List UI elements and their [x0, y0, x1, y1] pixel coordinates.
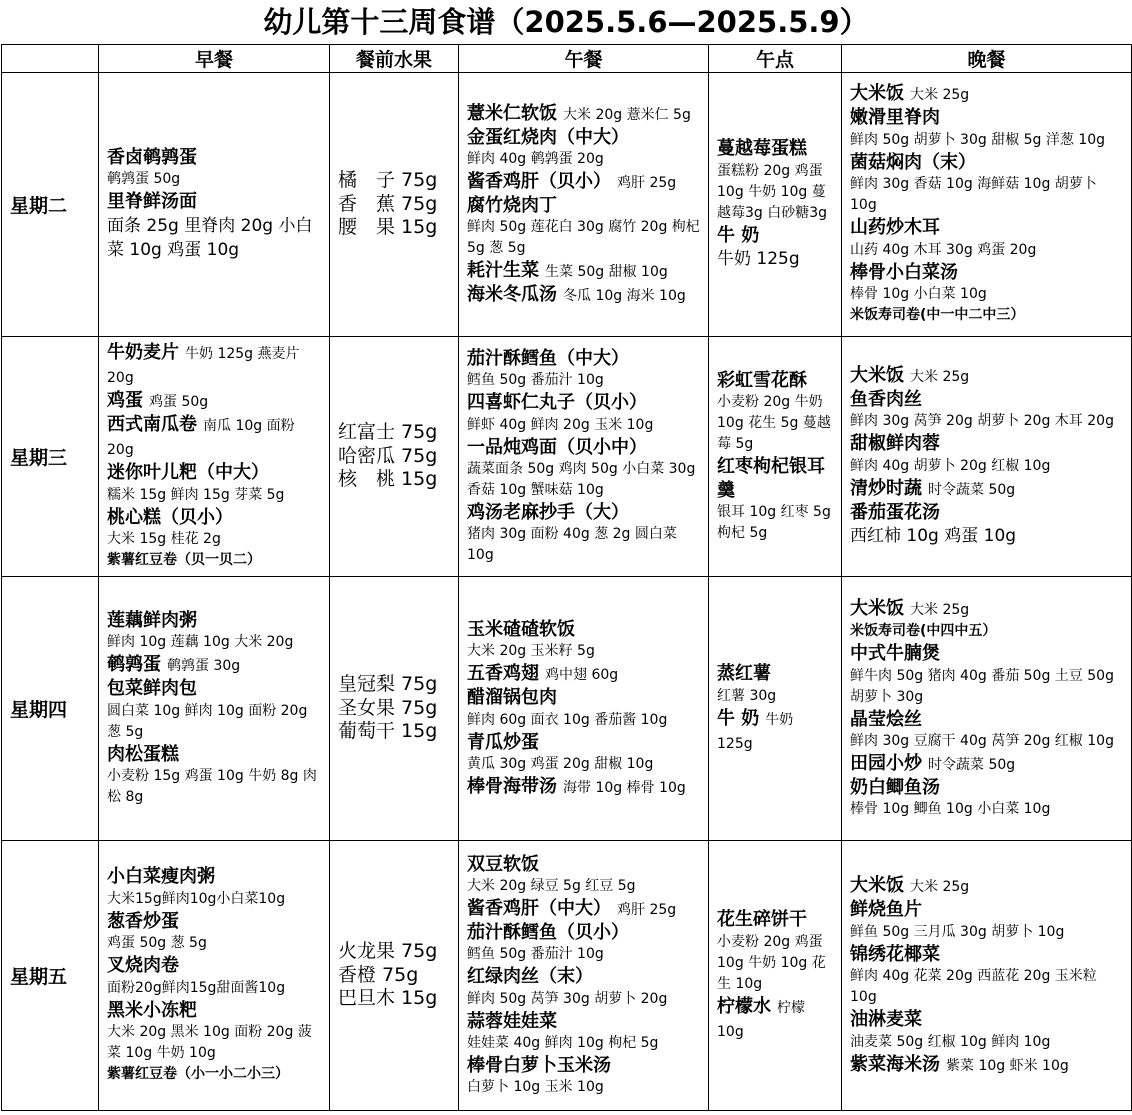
dish-line	[467, 897, 700, 921]
dish-ingredients: 时令蔬菜 50g	[928, 481, 1016, 498]
note-line: 米饭寿司卷(中一中二中三）	[850, 306, 1025, 323]
dish-name: 酱香鸡肝（贝小）	[467, 171, 611, 192]
dish-name: 奶白鲫鱼汤	[850, 777, 940, 799]
header-dinner: 晚餐	[842, 45, 1132, 73]
dish-line	[107, 461, 321, 484]
dish-line	[850, 708, 1123, 731]
ingredient-line: 小麦粉 15g 鸡蛋 10g 牛奶 8g 肉松 8g	[107, 768, 317, 806]
dish-name: 山药炒木耳	[850, 217, 940, 239]
dish-name: 薏米仁软饭	[467, 102, 557, 124]
dish-line	[717, 707, 833, 755]
lunch-cell	[459, 841, 709, 1111]
snack-cell	[709, 577, 842, 841]
dish-line	[850, 432, 1123, 455]
breakfast-cell	[99, 577, 330, 841]
menu-title: 幼儿第十三周食谱（2025.5.6—2025.5.9）	[263, 5, 869, 39]
dish-name: 番茄蛋花汤	[850, 501, 940, 523]
fruit-item: 哈密瓜 75g	[338, 444, 438, 467]
dish-line	[850, 216, 1123, 239]
header-breakfast: 早餐	[99, 45, 330, 73]
fruit-item: 火龙果 75g	[338, 939, 438, 962]
dish-name: 鸡蛋	[107, 390, 143, 412]
dish-line	[467, 1054, 700, 1077]
dish-name: 玉米碴碴软饭	[467, 618, 575, 640]
dish-name: 鸡汤老麻抄手（大）	[467, 501, 629, 523]
ingredient-line: 大米 20g 玉米籽 5g	[467, 643, 595, 660]
dish-line	[850, 776, 1123, 799]
dish-name: 蔓越莓蛋糕	[717, 138, 807, 160]
dish-ingredients: 时令蔬菜 50g	[928, 757, 1016, 774]
dish-name: 四喜虾仁丸子（贝小）	[467, 392, 647, 414]
dish-line	[850, 597, 1123, 621]
ingredient-line: 棒骨 10g 小白菜 10g	[850, 285, 987, 302]
ingredient-line: 山药 40g 木耳 30g 鸡蛋 20g	[850, 241, 1037, 258]
dish-name: 海米冬瓜汤	[467, 284, 557, 306]
dish-line	[107, 389, 321, 413]
ingredient-line: 大米 20g 黑米 10g 面粉 20g 菠菜 10g 牛奶 10g	[107, 1023, 312, 1061]
dish-line	[467, 391, 700, 414]
dish-line	[467, 853, 700, 876]
dish-name: 一品炖鸡面（贝小中）	[467, 436, 647, 458]
snack-cell	[709, 337, 842, 577]
dish-line	[107, 341, 321, 389]
dinner-cell	[842, 577, 1132, 841]
dish-name: 迷你叶儿粑（中大）	[107, 462, 269, 484]
dish-name: 蒜蓉娃娃菜	[467, 1010, 557, 1032]
dish-ingredients: 大米 25g	[910, 87, 970, 104]
fruit-item: 皇冠梨 75g	[338, 672, 438, 695]
dish-name: 包菜鲜肉包	[107, 678, 197, 700]
day-row	[2, 73, 1132, 337]
ingredient-line: 白萝卜 10g 玉米 10g	[467, 1079, 604, 1096]
ingredient-line: 鲜肉 10g 莲藕 10g 大米 20g	[107, 634, 294, 651]
dish-ingredients: 大米 20g 薏米仁 5g	[563, 106, 691, 123]
dish-ingredients: 南瓜 10g 面粉 20g	[107, 418, 295, 459]
dish-ingredients: 鸡肝 25g	[617, 175, 677, 191]
day-row	[2, 337, 1132, 577]
ingredient-line: 鳕鱼 50g 番茄汁 10g	[467, 946, 604, 963]
dish-name: 大米饭	[850, 875, 904, 897]
ingredient-line: 小麦粉 20g 鸡蛋 10g 牛奶 10g 花生 10g	[717, 933, 826, 992]
ingredient-line: 大米15g鲜肉10g小白菜10g	[107, 890, 286, 907]
ingredient-line: 鲜牛肉 50g 猪肉 40g 番茄 50g 土豆 50g 胡萝卜 30g	[850, 667, 1114, 705]
dish-line	[717, 224, 833, 247]
dish-ingredients: 牛奶 125g	[717, 711, 794, 752]
day-row	[2, 841, 1132, 1111]
dinner-cell	[842, 73, 1132, 337]
ingredient-line: 红薯 30g	[717, 687, 777, 704]
dish-line	[467, 102, 700, 126]
dish-name: 桃心糕（贝小）	[107, 506, 233, 528]
ingredient-line: 糯米 15g 鲜肉 15g 芽菜 5g	[107, 486, 285, 503]
dish-ingredients: 柠檬 10g	[717, 999, 805, 1040]
fruit-cell	[330, 73, 459, 337]
fruit-cell	[330, 337, 459, 577]
dish-ingredients: 大米 25g	[910, 601, 970, 618]
dish-name: 大米饭	[850, 83, 904, 105]
dish-name: 醋溜锅包肉	[467, 687, 557, 709]
dish-ingredients: 海带 10g 棒骨 10g	[563, 780, 686, 797]
ingredient-line: 鲜肉 40g 胡萝卜 20g 红椒 10g	[850, 457, 1051, 474]
dish-name: 肉松蛋糕	[107, 743, 179, 765]
day-label: 星期二	[2, 73, 99, 337]
dish-line	[107, 677, 321, 700]
dinner-cell	[842, 337, 1132, 577]
dish-line	[850, 943, 1123, 966]
lunch-cell	[459, 337, 709, 577]
dish-name: 黑米小冻粑	[107, 999, 197, 1021]
dish-line	[107, 999, 321, 1022]
dish-line	[850, 1008, 1123, 1031]
ingredient-line: 鳕鱼 50g 番茄汁 10g	[467, 372, 604, 389]
dish-line	[467, 965, 700, 988]
dish-line	[467, 618, 700, 641]
dish-line	[850, 151, 1123, 174]
ingredient-line: 鲜肉 30g 香菇 10g 海鲜菇 10g 胡萝卜 10g	[850, 176, 1097, 214]
ingredient-line: 猪肉 30g 面粉 40g 葱 2g 圆白菜 10g	[467, 526, 677, 564]
dish-line	[717, 137, 833, 160]
dish-name: 牛 奶	[717, 224, 760, 246]
dish-ingredients: 大米 25g	[910, 879, 970, 896]
dish-line	[467, 259, 700, 283]
dish-line	[107, 865, 321, 888]
dish-line	[717, 369, 833, 392]
dish-line	[850, 388, 1123, 411]
dish-ingredients: 鸡中翅 60g	[545, 667, 619, 684]
dish-line	[717, 455, 833, 502]
dish-line	[850, 261, 1123, 284]
ingredient-line: 鲜肉 40g 鹌鹑蛋 20g	[467, 151, 604, 167]
ingredient-line: 蛋糕粉 20g 鸡蛋 10g 牛奶 10g 蔓越莓3g 白砂糖3g	[717, 162, 828, 221]
dish-line	[850, 642, 1123, 665]
dish-line	[467, 921, 700, 944]
dish-name: 鲜烧鱼片	[850, 899, 922, 921]
fruit-item: 核 桃 15g	[338, 468, 438, 491]
snack-cell	[709, 73, 842, 337]
dish-name: 牛奶麦片	[107, 342, 179, 364]
note-line: 紫薯红豆卷（小一小二小三）	[107, 1065, 289, 1082]
dish-name: 嫩滑里脊肉	[850, 107, 940, 129]
header-day	[2, 45, 99, 73]
day-label: 星期五	[2, 841, 99, 1111]
dish-line	[850, 898, 1123, 921]
dish-line	[467, 347, 700, 370]
dish-ingredients: 鸡蛋 50g	[149, 394, 209, 411]
dish-line	[467, 775, 700, 799]
dish-line	[850, 501, 1123, 524]
ingredient-line: 大米 15g 桂花 2g	[107, 531, 221, 548]
dish-name: 晶莹烩丝	[850, 708, 922, 730]
ingredient-line: 牛奶 125g	[717, 249, 800, 270]
fruit-item: 葡萄干 15g	[338, 720, 438, 743]
dish-line	[107, 910, 321, 933]
dish-line	[467, 194, 700, 217]
fruit-cell	[330, 841, 459, 1111]
ingredient-line: 鲜肉 60g 面衣 10g 番茄酱 10g	[467, 711, 668, 728]
breakfast-cell	[99, 841, 330, 1111]
dish-name: 红枣枸杞银耳羹	[717, 456, 825, 501]
weekly-menu-table	[1, 44, 1132, 1111]
dish-name: 菌菇焖肉（末）	[850, 151, 976, 173]
breakfast-cell	[99, 73, 330, 337]
dinner-cell	[842, 841, 1132, 1111]
fruit-item: 巴旦木 15g	[338, 987, 438, 1010]
ingredient-line: 小麦粉 20g 牛奶 10g 花生 5g 蔓越莓 5g	[717, 394, 831, 453]
fruit-item: 红富士 75g	[338, 420, 438, 443]
dish-name: 葱香炒蛋	[107, 910, 179, 932]
dish-name: 莲藕鲜肉粥	[107, 609, 197, 631]
dish-line	[467, 686, 700, 709]
dish-ingredients: 大米 25g	[910, 369, 970, 386]
ingredient-line: 鲜肉 40g 花菜 20g 西蓝花 20g 玉米粒 10g	[850, 968, 1097, 1006]
dish-line	[717, 908, 833, 931]
dish-name: 锦绣花椰菜	[850, 943, 940, 965]
dish-name: 田园小炒	[850, 753, 922, 775]
dish-line	[107, 146, 321, 169]
ingredient-line: 黄瓜 30g 鸡蛋 20g 甜椒 10g	[467, 756, 654, 773]
dish-line	[467, 126, 700, 149]
ingredient-line: 鲜虾 40g 鲜肉 20g 玉米 10g	[467, 416, 654, 433]
dish-ingredients: 冬瓜 10g 海米 10g	[563, 288, 686, 305]
dish-name: 中式牛腩煲	[850, 643, 940, 665]
dish-line	[467, 1010, 700, 1033]
dish-name: 油淋麦菜	[850, 1009, 922, 1031]
dish-name: 棒骨白萝卜玉米汤	[467, 1055, 611, 1077]
note-line: 米饭寿司卷(中四中五）	[850, 622, 997, 639]
ingredient-line: 娃娃菜 40g 鲜肉 10g 枸杞 5g	[467, 1035, 659, 1052]
ingredient-line: 圆白菜 10g 鲜肉 10g 面粉 20g 葱 5g	[107, 702, 308, 740]
dish-line	[107, 954, 321, 977]
ingredient-line: 鲜肉 30g 莴笋 20g 胡萝卜 20g 木耳 20g	[850, 413, 1114, 430]
dish-line	[107, 743, 321, 766]
dish-line	[467, 283, 700, 307]
dish-ingredients: 鹌鹑蛋 30g	[167, 658, 241, 675]
ingredient-line: 油麦菜 50g 红椒 10g 鲜肉 10g	[850, 1033, 1051, 1050]
ingredient-line: 鲜肉 50g 莴笋 30g 胡萝卜 20g	[467, 990, 668, 1007]
dish-name: 酱香鸡肝（中大）	[467, 897, 611, 919]
dish-name: 双豆软饭	[467, 853, 539, 875]
fruit-item: 香 蕉 75g	[338, 192, 438, 215]
dish-name: 花生碎饼干	[717, 909, 807, 931]
ingredient-line: 鲜鱼 50g 三月瓜 30g 胡萝卜 10g	[850, 923, 1065, 940]
lunch-cell	[459, 73, 709, 337]
dish-name: 棒骨小白菜汤	[850, 261, 958, 283]
dish-line	[107, 653, 321, 677]
dish-line	[717, 662, 833, 685]
dish-name: 金蛋红烧肉（中大）	[467, 126, 629, 148]
fruit-item: 香橙 75g	[338, 963, 419, 986]
ingredient-line: 鸡蛋 50g 葱 5g	[107, 935, 207, 952]
dish-name: 鱼香肉丝	[850, 389, 922, 411]
dish-line	[850, 1053, 1123, 1077]
dish-ingredients: 牛奶 125g 燕麦片 20g	[107, 346, 300, 387]
dish-ingredients: 生菜 50g 甜椒 10g	[545, 264, 668, 281]
fruit-item: 橘 子 75g	[338, 168, 438, 191]
dish-name: 茄汁酥鳕鱼（中大）	[467, 347, 629, 369]
ingredient-line: 鲜肉 50g 莲花白 30g 腐竹 20g 枸杞 5g 葱 5g	[467, 219, 700, 257]
day-label: 星期三	[2, 337, 99, 577]
dish-line	[467, 501, 700, 524]
dish-name: 耗汁生菜	[467, 260, 539, 282]
ingredient-line: 银耳 10g 红枣 5g 枸杞 5g	[717, 504, 831, 542]
dish-line	[467, 662, 700, 686]
ingredient-line: 面粉20g鲜肉15g甜面酱10g	[107, 979, 286, 996]
header-fruit: 餐前水果	[330, 45, 459, 73]
dish-line	[107, 190, 321, 213]
dish-name: 茄汁酥鳕鱼（贝小）	[467, 921, 629, 943]
ingredient-line: 鲜肉 30g 豆腐干 40g 莴笋 20g 红椒 10g	[850, 733, 1114, 750]
ingredient-line: 鲜肉 50g 胡萝卜 30g 甜椒 5g 洋葱 10g	[850, 131, 1106, 148]
dish-name: 鹌鹑蛋	[107, 654, 161, 676]
dish-ingredients: 紫菜 10g 虾米 10g	[946, 1057, 1069, 1074]
dish-line	[850, 106, 1123, 129]
dish-name: 蒸红薯	[717, 663, 771, 685]
header-lunch: 午餐	[459, 45, 709, 73]
dish-line	[717, 995, 833, 1043]
day-label: 星期四	[2, 577, 99, 841]
dish-line	[467, 731, 700, 754]
header-snack: 午点	[709, 45, 842, 73]
dish-name: 柠檬水	[717, 995, 771, 1017]
note-line: 紫薯红豆卷（贝一贝二）	[107, 552, 261, 569]
dish-name: 叉烧肉卷	[107, 955, 179, 977]
dish-line	[850, 82, 1123, 106]
dish-name: 大米饭	[850, 365, 904, 387]
day-row	[2, 577, 1132, 841]
dish-line	[107, 506, 321, 529]
dish-name: 棒骨海带汤	[467, 776, 557, 798]
dish-line	[850, 874, 1123, 898]
dish-line	[850, 477, 1123, 501]
lunch-cell	[459, 577, 709, 841]
fruit-item: 圣女果 75g	[338, 696, 438, 719]
dish-name: 清炒时蔬	[850, 477, 922, 499]
dish-name: 西式南瓜卷	[107, 414, 197, 436]
dish-line	[107, 413, 321, 461]
breakfast-cell	[99, 337, 330, 577]
dish-name: 紫菜海米汤	[850, 1053, 940, 1075]
dish-name: 腐竹烧肉丁	[467, 195, 557, 216]
fruit-item: 腰 果 15g	[338, 216, 438, 239]
dish-name: 大米饭	[850, 597, 904, 619]
dish-name: 小白菜瘦肉粥	[107, 866, 215, 888]
dish-line	[850, 752, 1123, 776]
fruit-cell	[330, 577, 459, 841]
dish-name: 红绿肉丝（末）	[467, 966, 593, 988]
dish-ingredients: 鸡肝 25g	[617, 901, 677, 918]
dish-name: 彩虹雪花酥	[717, 369, 807, 391]
ingredient-line: 大米 20g 绿豆 5g 红豆 5g	[467, 877, 636, 894]
dish-line	[850, 364, 1123, 388]
snack-cell	[709, 841, 842, 1111]
dish-name: 里脊鲜汤面	[107, 191, 197, 213]
ingredient-line: 蔬菜面条 50g 鸡肉 50g 小白菜 30g 香菇 10g 蟹味菇 10g	[467, 460, 696, 498]
dish-name: 五香鸡翅	[467, 663, 539, 685]
ingredient-line: 面条 25g 里脊肉 20g 小白菜 10g 鸡蛋 10g	[107, 215, 313, 261]
ingredient-line: 西红柿 10g 鸡蛋 10g	[850, 526, 1017, 547]
dish-name: 牛 奶	[717, 707, 760, 729]
dish-line	[467, 436, 700, 459]
dish-name: 香卤鹌鹑蛋	[107, 146, 197, 168]
dish-name: 青瓜炒蛋	[467, 731, 539, 753]
dish-line	[467, 170, 700, 194]
ingredient-line: 鹌鹑蛋 50g	[107, 171, 181, 188]
header-row	[2, 45, 1132, 73]
dish-name: 甜椒鲜肉蓉	[850, 433, 940, 455]
ingredient-line: 棒骨 10g 鲫鱼 10g 小白菜 10g	[850, 801, 1051, 818]
dish-line	[107, 609, 321, 632]
